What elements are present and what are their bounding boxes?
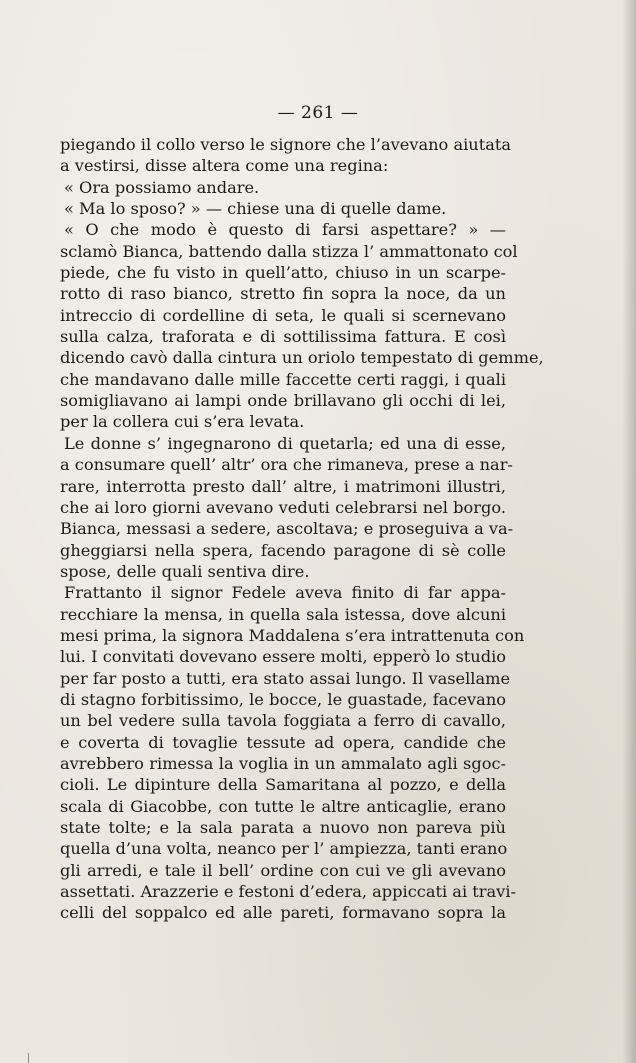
text-line: avrebbero rimessa la voglia in un ammalato agli sgoc- xyxy=(60,753,506,773)
text-line: per far posto a tutti, era stato assai lungo. Il vasellame xyxy=(60,668,511,688)
text-line: sclamò Bianca, battendo dalla stizza l’ ammattonato col xyxy=(60,241,518,261)
text-line: Frattanto il signor Fedele aveva finito di far appa- xyxy=(64,583,506,603)
page-edge-shadow xyxy=(622,0,636,1063)
text-line: che ai loro giorni avevano veduti celebrarsi nel borgo. xyxy=(60,497,506,517)
text-line: spose, delle quali sentiva dire. xyxy=(60,561,310,581)
text-line: cioli. Le dipinture della Samaritana al pozzo, e della xyxy=(60,775,506,795)
text-line: intreccio di cordelline di seta, le quali si scernevano xyxy=(60,305,506,325)
text-line: state tolte; e la sala parata a nuovo non pareva più xyxy=(60,818,506,837)
body-text xyxy=(60,134,544,924)
text-line: Bianca, messasi a sedere, ascoltava; e proseguiva a va- xyxy=(60,519,514,539)
text-line: « Ma lo sposo? » — chiese una di quelle dame. xyxy=(64,199,447,219)
text-line: dicendo cavò dalla cintura un oriolo tempestato di gemme, xyxy=(60,348,544,368)
page-number: — 261 — xyxy=(277,103,359,123)
text-line: « Ora possiamo andare. xyxy=(64,177,260,197)
text-line: lui. I convitati dovevano essere molti, epperò lo studio xyxy=(60,647,506,667)
text-line: a consumare quell’ altr’ ora che rimaneva, prese a nar- xyxy=(60,455,513,475)
text-line: Le donne s’ ingegnarono di quetarla; ed una di esse, xyxy=(64,433,506,453)
scan-edge-mark xyxy=(28,1053,69,1063)
text-line: piegando il collo verso le signore che l’avevano aiutata xyxy=(60,135,512,154)
text-line: « O che modo è questo di farsi aspettare? » — xyxy=(64,220,506,240)
text-line: piede, che fu visto in quell’atto, chiuso in un scarpe- xyxy=(60,263,506,283)
text-line: gli arredi, e tale il bell’ ordine con cui ve gli avevano xyxy=(60,860,506,880)
text-line: somigliavano ai lampi onde brillavano gli occhi di lei, xyxy=(60,391,506,411)
text-line: gheggiarsi nella spera, facendo paragone di sè colle xyxy=(60,540,506,560)
text-line: di stagno forbitissimo, le bocce, le guastade, facevano xyxy=(60,689,506,709)
text-line: recchiare la mensa, in quella sala istessa, dove alcuni xyxy=(60,604,506,624)
text-line: quella d’una volta, neanco per l’ ampiezza, tanti erano xyxy=(60,839,508,859)
text-line: e coverta di tovaglie tessute ad opera, candide che xyxy=(60,732,506,752)
text-line: sulla calza, traforata e di sottilissima fattura. E così xyxy=(60,327,506,347)
text-line: per la collera cui s’era levata. xyxy=(60,412,305,432)
text-line: rotto di raso bianco, stretto fin sopra la noce, da un xyxy=(60,284,506,304)
text-line: assettati. Arazzerie e festoni d’edera, appiccati ai travi- xyxy=(60,882,516,902)
text-line: celli del soppalco ed alle pareti, formavano sopra la xyxy=(60,903,506,923)
text-line: un bel vedere sulla tavola foggiata a ferro di cavallo, xyxy=(60,711,506,731)
text-line: rare, interrotta presto dall’ altre, i matrimoni illustri, xyxy=(60,476,506,496)
text-line: a vestirsi, disse altera come una regina: xyxy=(60,156,389,176)
text-line: che mandavano dalle mille faccette certi raggi, i quali xyxy=(60,369,506,389)
text-line: scala di Giacobbe, con tutte le altre anticaglie, erano xyxy=(60,796,506,816)
text-line: mesi prima, la signora Maddalena s’era intrattenuta con xyxy=(60,625,525,645)
